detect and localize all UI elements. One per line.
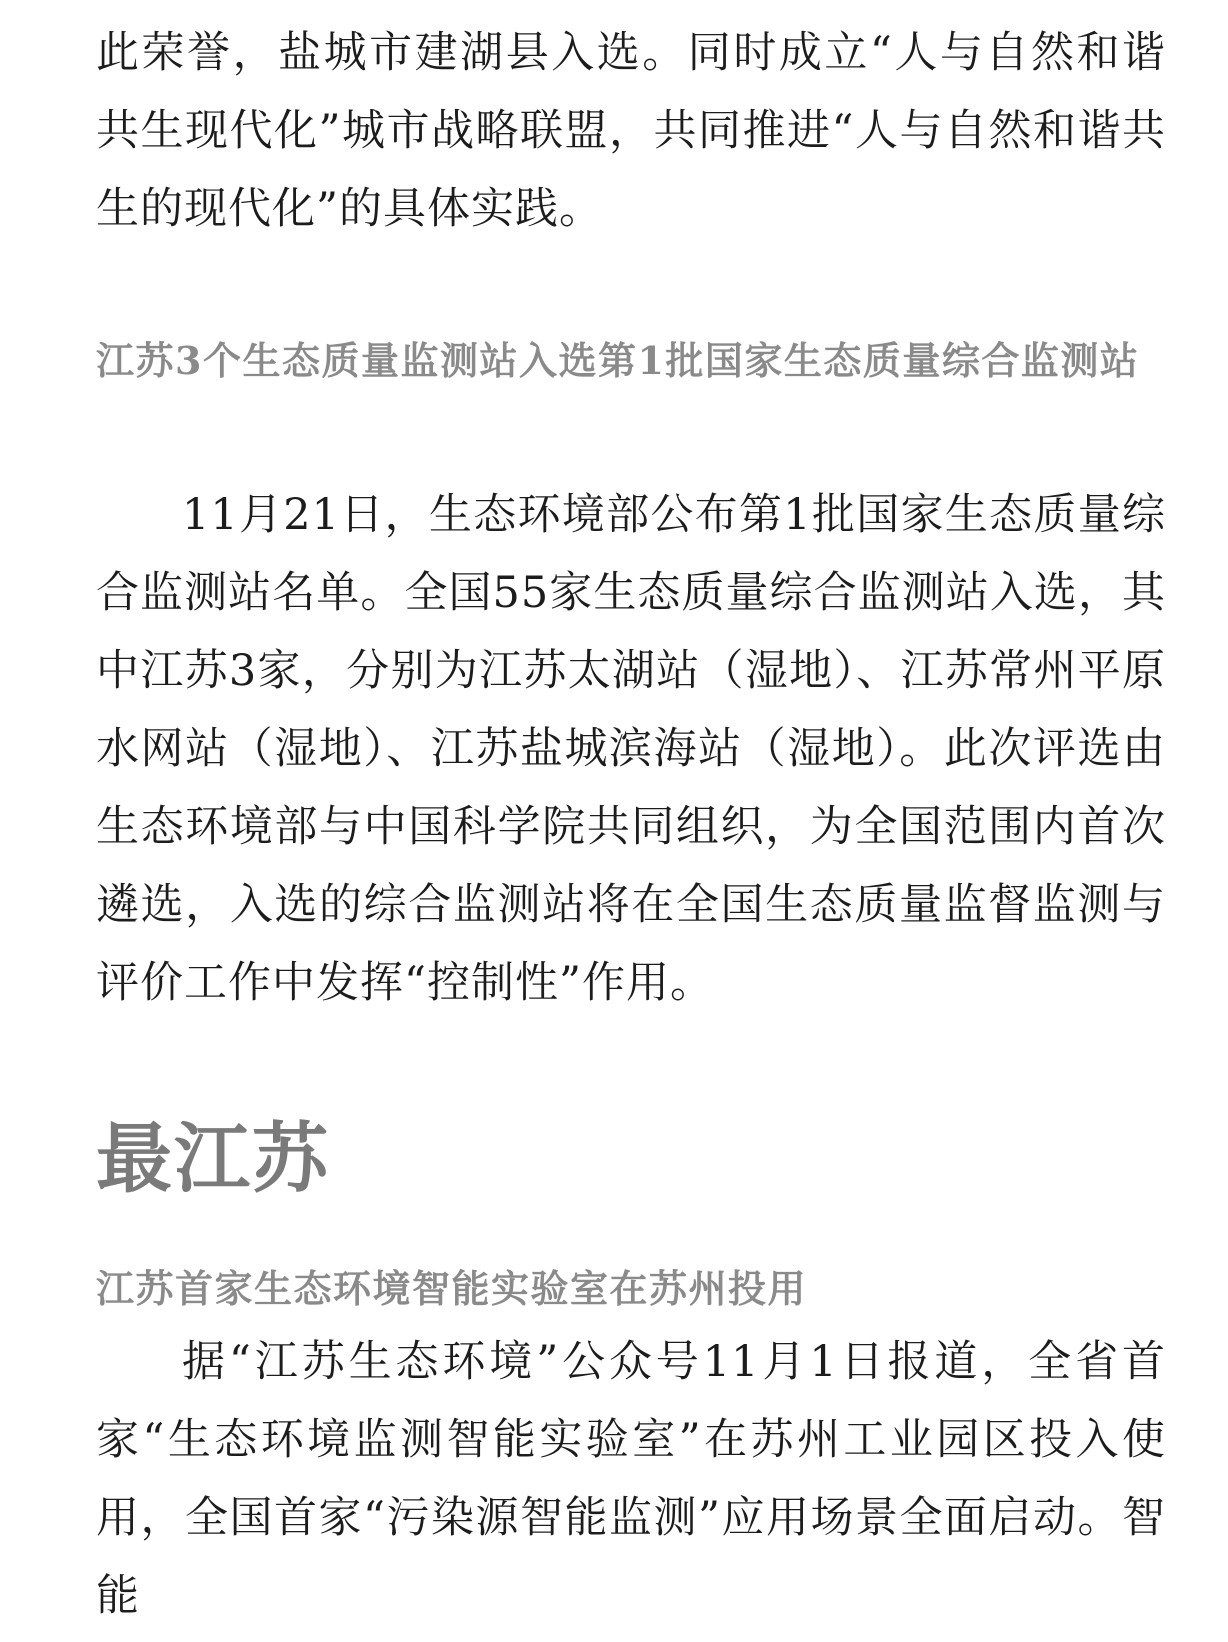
article-body-monitoring-stations: 11月21日，生态环境部公布第1批国家生态质量综合监测站名单。全国55家生态质量综合监测站入选，其中江苏3家，分别为江苏太湖站（湿地）、江苏常州平原水网站（湿地）、江苏盐城滨海站（湿地）。此次评选由生态环境部与中国科学院共同组织，为全国范围内首次遴选，入选的综合监测站将在全国生态质量监督监测与评价工作中发挥“控制性”作用。 bbox=[96, 490, 1166, 1008]
article-body-smart-lab: 据“江苏生态环境”公众号11月1日报道，全省首家“生态环境监测智能实验室”在苏州工业园区投入使用，全国首家“污染源智能监测”应用场景全面启动。智能 bbox=[96, 1337, 1166, 1621]
article-headline-monitoring-stations: 江苏3个生态质量监测站入选第1批国家生态质量综合监测站 bbox=[96, 338, 1140, 383]
intro-paragraph: 此荣誉，盐城市建湖县入选。同时成立“人与自然和谐共生现代化”城市战略联盟，共同推进“人与自然和谐共生的现代化”的具体实践。 bbox=[96, 28, 1166, 234]
section-title: 最江苏 bbox=[96, 1114, 330, 1203]
document-page bbox=[96, 0, 1166, 1642]
article-headline-smart-lab: 江苏首家生态环境智能实验室在苏州投用 bbox=[96, 1266, 808, 1311]
